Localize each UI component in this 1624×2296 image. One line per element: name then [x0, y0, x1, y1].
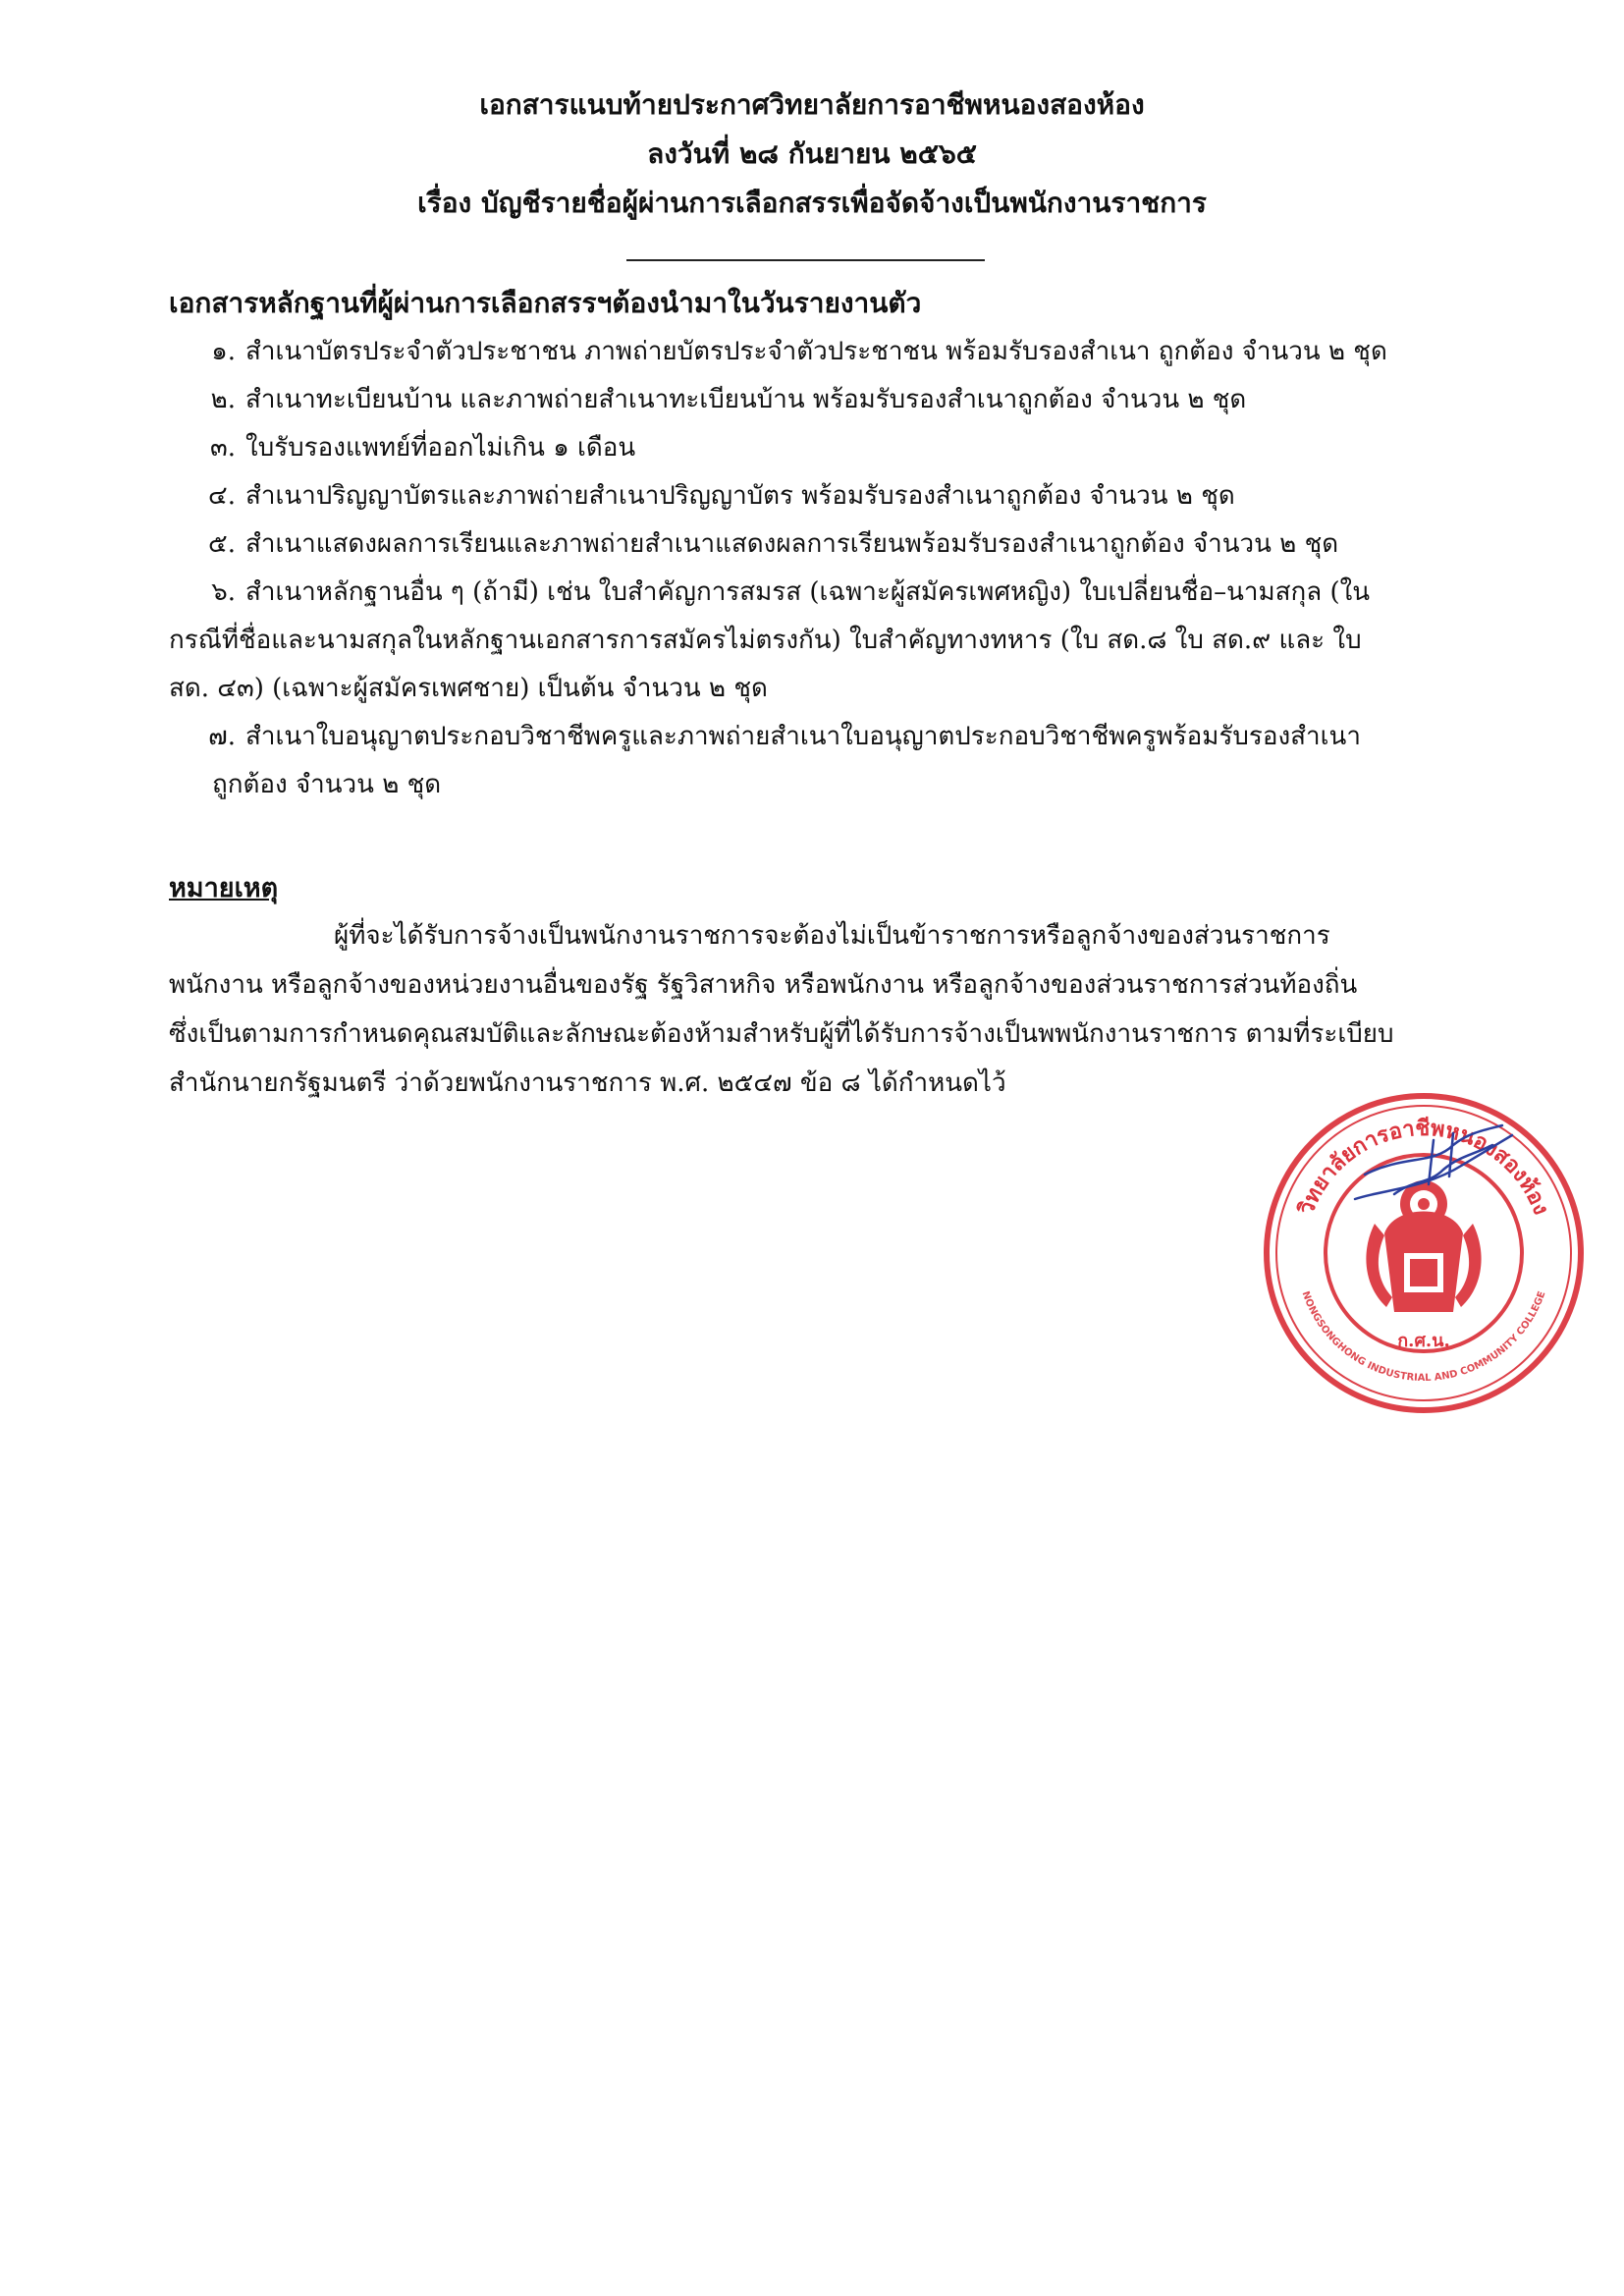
remark-line: พนักงาน หรือลูกจ้างของหน่วยงานอื่นของรัฐ รัฐวิสาหกิจ หรือพนักงาน หรือลูกจ้างของส่วนราชการส่วนท้องถิ่น	[169, 970, 1358, 1000]
official-seal	[1257, 1086, 1591, 1420]
remark-heading: หมายเหตุ	[169, 873, 279, 903]
list-item-number: ๕.	[208, 529, 236, 559]
list-item-text: สำเนาหลักฐานอื่น ๆ (ถ้ามี) เช่น ใบสำคัญการสมรส (เฉพาะผู้สมัครเพศหญิง) ใบเปลี่ยนชื่อ–นามสกุล (ใน	[245, 577, 1371, 607]
header-subject: เรื่อง บัญชีรายชื่อผู้ผ่านการเลือกสรรเพื่อจัดจ้างเป็นพนักงานราชการ	[417, 187, 1207, 219]
seal-emblem	[1366, 1180, 1481, 1312]
section-heading: เอกสารหลักฐานที่ผู้ผ่านการเลือกสรรฯต้องนำมาในวันรายงานตัว	[169, 287, 922, 319]
list-item-number: ๗.	[208, 722, 236, 751]
required-documents-list	[169, 328, 1455, 809]
list-item-continuation: กรณีที่ชื่อและนามสกุลในหลักฐานเอกสารการสมัครไม่ตรงกัน) ใบสำคัญทางทหาร (ใบ สด.๘ ใบ สด.๙ และ ใบ	[169, 626, 1362, 655]
seal-initials: ก.ศ.น.	[1397, 1331, 1450, 1351]
remark-paragraph	[169, 911, 1455, 1108]
seal-top-text: วิทยาลัยการอาชีพหนองสองห้อง	[1293, 1115, 1554, 1219]
list-item-text: สำเนาทะเบียนบ้าน และภาพถ่ายสำเนาทะเบียนบ้าน พร้อมรับรองสำเนาถูกต้อง จำนวน ๒ ชุด	[245, 385, 1247, 414]
list-item-continuation: สด. ๔๓) (เฉพาะผู้สมัครเพศชาย) เป็นต้น จำนวน ๒ ชุด	[169, 674, 768, 703]
list-item-text: สำเนาปริญญาบัตรและภาพถ่ายสำเนาปริญญาบัตร พร้อมรับรองสำเนาถูกต้อง จำนวน ๒ ชุด	[245, 481, 1235, 511]
list-item-text: สำเนาใบอนุญาตประกอบวิชาชีพครูและภาพถ่ายสำเนาใบอนุญาตประกอบวิชาชีพครูพร้อมรับรองสำเนา	[245, 722, 1361, 751]
list-item-number: ๔.	[208, 481, 236, 511]
list-item-number: ๒.	[210, 385, 236, 414]
header-title: เอกสารแนบท้ายประกาศวิทยาลัยการอาชีพหนองสองห้อง	[479, 88, 1145, 121]
document-header	[0, 81, 1624, 228]
remark-line: ซึ่งเป็นตามการกำหนดคุณสมบัติและลักษณะต้องห้ามสำหรับผู้ที่ได้รับการจ้างเป็นพพนักงานราชการ ตามที่ระเบียบ	[169, 1019, 1394, 1049]
list-item-text: สำเนาบัตรประจำตัวประชาชน ภาพถ่ายบัตรประจำตัวประชาชน พร้อมรับรองสำเนา ถูกต้อง จำนวน ๒ ชุด	[245, 337, 1387, 366]
list-item	[169, 472, 1455, 520]
seal-bottom-text: NONGSONGHONG INDUSTRIAL AND COMMUNITY COLLEGE	[1299, 1289, 1548, 1385]
list-item	[169, 569, 1455, 617]
list-item-number: ๓.	[209, 433, 236, 463]
list-item	[169, 424, 1455, 472]
remark-line: ผู้ที่จะได้รับการจ้างเป็นพนักงานราชการจะต้องไม่เป็นข้าราชการหรือลูกจ้างของส่วนราชการ	[334, 921, 1330, 951]
header-divider	[626, 259, 985, 261]
header-date: ลงวันที่ ๒๘ กันยายน ๒๕๖๕	[647, 137, 977, 170]
list-item	[169, 376, 1455, 424]
list-item-number: ๑.	[211, 337, 236, 366]
list-item-text: สำเนาแสดงผลการเรียนและภาพถ่ายสำเนาแสดงผลการเรียนพร้อมรับรองสำเนาถูกต้อง จำนวน ๒ ชุด	[245, 529, 1339, 559]
list-item-continuation: ถูกต้อง จำนวน ๒ ชุด	[212, 770, 442, 799]
list-item	[169, 713, 1455, 761]
list-item	[169, 328, 1455, 376]
list-item	[169, 520, 1455, 569]
list-item-text: ใบรับรองแพทย์ที่ออกไม่เกิน ๑ เดือน	[245, 433, 636, 463]
list-item-number: ๖.	[211, 577, 236, 607]
remark-line: สำนักนายกรัฐมนตรี ว่าด้วยพนักงานราชการ พ.ศ. ๒๕๔๗ ข้อ ๘ ได้กำหนดไว้	[169, 1068, 1006, 1098]
